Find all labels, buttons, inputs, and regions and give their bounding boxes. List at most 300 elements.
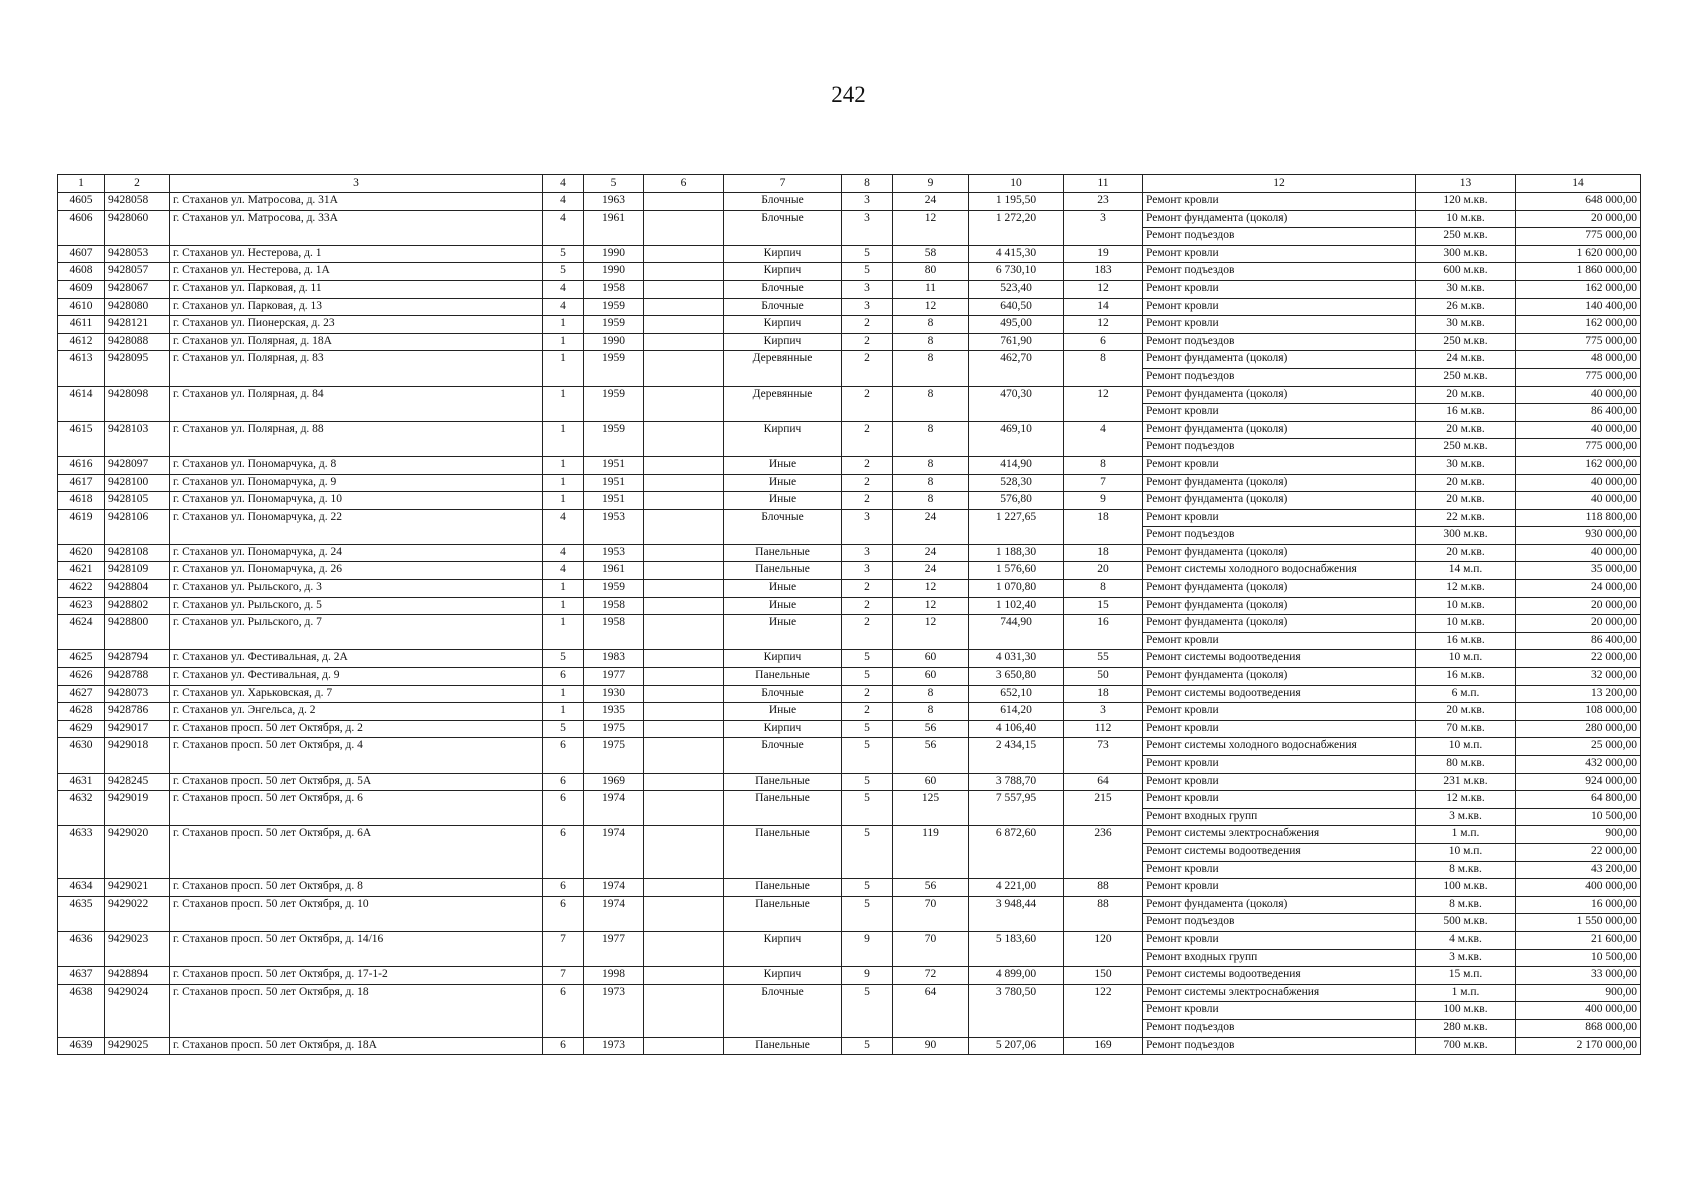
column-6-value: [644, 826, 724, 879]
work-type: Ремонт системы электроснабжения: [1143, 984, 1416, 1002]
construction-year: 1959: [584, 316, 644, 334]
column-9-value: 60: [893, 650, 969, 668]
work-cost: 400 000,00: [1516, 879, 1641, 897]
address: г. Стаханов ул. Фестивальная, д. 2А: [170, 650, 543, 668]
wall-material: Деревянные: [724, 386, 842, 421]
column-9-value: 8: [893, 456, 969, 474]
row-number: 4630: [58, 738, 105, 773]
building-code: 9428073: [105, 685, 170, 703]
address: г. Стаханов ул. Харьковская, д. 7: [170, 685, 543, 703]
building-code: 9428105: [105, 492, 170, 510]
column-4-value: 1: [543, 351, 584, 386]
work-type: Ремонт фундамента (цоколя): [1143, 580, 1416, 598]
column-11-value: 4: [1064, 421, 1143, 456]
column-4-value: 4: [543, 562, 584, 580]
address: г. Стаханов ул. Рыльского, д. 5: [170, 597, 543, 615]
column-11-value: 88: [1064, 879, 1143, 897]
work-cost: 86 400,00: [1516, 404, 1641, 422]
wall-material: Кирпич: [724, 650, 842, 668]
column-6-value: [644, 193, 724, 211]
address: г. Стаханов просп. 50 лет Октября, д. 17-1-2: [170, 967, 543, 985]
work-cost: 20 000,00: [1516, 597, 1641, 615]
work-cost: 775 000,00: [1516, 228, 1641, 246]
address: г. Стаханов просп. 50 лет Октября, д. 18А: [170, 1037, 543, 1055]
address: г. Стаханов просп. 50 лет Октября, д. 5А: [170, 773, 543, 791]
column-11-value: 50: [1064, 668, 1143, 686]
work-cost: 16 000,00: [1516, 896, 1641, 914]
table-row: [58, 474, 1641, 492]
address: г. Стаханов ул. Пономарчука, д. 8: [170, 456, 543, 474]
construction-year: 1953: [584, 544, 644, 562]
work-quantity: 16 м.кв.: [1416, 632, 1516, 650]
column-9-value: 56: [893, 738, 969, 773]
work-type: Ремонт подъездов: [1143, 263, 1416, 281]
total-area: 1 272,20: [969, 210, 1064, 245]
address: г. Стаханов просп. 50 лет Октября, д. 2: [170, 720, 543, 738]
column-header-11: 11: [1064, 175, 1143, 193]
building-code: 9429020: [105, 826, 170, 879]
work-cost: 21 600,00: [1516, 931, 1641, 949]
column-4-value: 5: [543, 650, 584, 668]
work-type: Ремонт подъездов: [1143, 527, 1416, 545]
column-11-value: 18: [1064, 509, 1143, 544]
column-6-value: [644, 650, 724, 668]
column-9-value: 90: [893, 1037, 969, 1055]
column-8-value: 2: [842, 351, 893, 386]
total-area: 5 183,60: [969, 931, 1064, 966]
column-8-value: 9: [842, 931, 893, 966]
work-cost: 25 000,00: [1516, 738, 1641, 756]
construction-year: 1959: [584, 351, 644, 386]
work-type: Ремонт фундамента (цоколя): [1143, 544, 1416, 562]
column-11-value: 112: [1064, 720, 1143, 738]
wall-material: Панельные: [724, 879, 842, 897]
table-row: [58, 738, 1641, 756]
wall-material: Кирпич: [724, 421, 842, 456]
work-quantity: 16 м.кв.: [1416, 404, 1516, 422]
column-4-value: 4: [543, 298, 584, 316]
column-9-value: 8: [893, 386, 969, 421]
column-9-value: 70: [893, 896, 969, 931]
column-6-value: [644, 474, 724, 492]
building-code: 9429023: [105, 931, 170, 966]
building-code: 9428788: [105, 668, 170, 686]
column-6-value: [644, 879, 724, 897]
table-header: [58, 175, 1641, 193]
work-type: Ремонт системы электроснабжения: [1143, 826, 1416, 844]
work-type: Ремонт кровли: [1143, 931, 1416, 949]
address: г. Стаханов ул. Матросова, д. 31А: [170, 193, 543, 211]
column-11-value: 55: [1064, 650, 1143, 668]
wall-material: Панельные: [724, 773, 842, 791]
total-area: 495,00: [969, 316, 1064, 334]
column-6-value: [644, 298, 724, 316]
column-header-9: 9: [893, 175, 969, 193]
wall-material: Иные: [724, 615, 842, 650]
column-6-value: [644, 562, 724, 580]
construction-year: 1990: [584, 263, 644, 281]
work-type: Ремонт фундамента (цоколя): [1143, 597, 1416, 615]
column-8-value: 3: [842, 509, 893, 544]
table-row: [58, 421, 1641, 439]
work-cost: 86 400,00: [1516, 632, 1641, 650]
work-cost: 775 000,00: [1516, 333, 1641, 351]
row-number: 4637: [58, 967, 105, 985]
row-number: 4636: [58, 931, 105, 966]
row-number: 4629: [58, 720, 105, 738]
row-number: 4638: [58, 984, 105, 1037]
column-4-value: 6: [543, 738, 584, 773]
work-cost: 13 200,00: [1516, 685, 1641, 703]
column-11-value: 73: [1064, 738, 1143, 773]
work-type: Ремонт фундамента (цоколя): [1143, 386, 1416, 404]
work-quantity: 120 м.кв.: [1416, 193, 1516, 211]
total-area: 1 070,80: [969, 580, 1064, 598]
work-cost: 900,00: [1516, 984, 1641, 1002]
address: г. Стаханов просп. 50 лет Октября, д. 8: [170, 879, 543, 897]
building-code: 9429019: [105, 791, 170, 826]
column-9-value: 8: [893, 474, 969, 492]
column-8-value: 5: [842, 984, 893, 1037]
building-code: 9429024: [105, 984, 170, 1037]
work-cost: 10 500,00: [1516, 808, 1641, 826]
total-area: 4 221,00: [969, 879, 1064, 897]
row-number: 4612: [58, 333, 105, 351]
column-9-value: 8: [893, 316, 969, 334]
column-header-8: 8: [842, 175, 893, 193]
work-cost: 868 000,00: [1516, 1019, 1641, 1037]
row-number: 4633: [58, 826, 105, 879]
work-cost: 22 000,00: [1516, 843, 1641, 861]
row-number: 4627: [58, 685, 105, 703]
wall-material: Блочные: [724, 984, 842, 1037]
construction-year: 1935: [584, 703, 644, 721]
table-row: [58, 562, 1641, 580]
address: г. Стаханов ул. Пономарчука, д. 10: [170, 492, 543, 510]
column-4-value: 6: [543, 1037, 584, 1055]
wall-material: Иные: [724, 703, 842, 721]
work-cost: 775 000,00: [1516, 368, 1641, 386]
construction-year: 1959: [584, 580, 644, 598]
construction-year: 1953: [584, 509, 644, 544]
address: г. Стаханов ул. Пономарчука, д. 9: [170, 474, 543, 492]
work-cost: 43 200,00: [1516, 861, 1641, 879]
work-quantity: 4 м.кв.: [1416, 931, 1516, 949]
wall-material: Блочные: [724, 298, 842, 316]
total-area: 3 780,50: [969, 984, 1064, 1037]
work-quantity: 12 м.кв.: [1416, 791, 1516, 809]
work-quantity: 30 м.кв.: [1416, 316, 1516, 334]
column-11-value: 120: [1064, 931, 1143, 966]
work-type: Ремонт подъездов: [1143, 1037, 1416, 1055]
row-number: 4613: [58, 351, 105, 386]
row-number: 4607: [58, 245, 105, 263]
column-6-value: [644, 421, 724, 456]
column-header-13: 13: [1416, 175, 1516, 193]
column-4-value: 6: [543, 791, 584, 826]
column-number-row: [58, 175, 1641, 193]
column-11-value: 14: [1064, 298, 1143, 316]
work-quantity: 10 м.кв.: [1416, 615, 1516, 633]
work-quantity: 250 м.кв.: [1416, 228, 1516, 246]
wall-material: Панельные: [724, 1037, 842, 1055]
column-8-value: 5: [842, 650, 893, 668]
table-row: [58, 879, 1641, 897]
column-6-value: [644, 333, 724, 351]
work-cost: 1 860 000,00: [1516, 263, 1641, 281]
work-quantity: 700 м.кв.: [1416, 1037, 1516, 1055]
building-code: 9429022: [105, 896, 170, 931]
work-type: Ремонт подъездов: [1143, 368, 1416, 386]
table-row: [58, 280, 1641, 298]
work-type: Ремонт фундамента (цоколя): [1143, 896, 1416, 914]
column-8-value: 3: [842, 210, 893, 245]
column-8-value: 2: [842, 474, 893, 492]
address: г. Стаханов ул. Полярная, д. 84: [170, 386, 543, 421]
work-cost: 162 000,00: [1516, 280, 1641, 298]
construction-year: 1961: [584, 562, 644, 580]
work-cost: 162 000,00: [1516, 456, 1641, 474]
column-11-value: 183: [1064, 263, 1143, 281]
work-cost: 40 000,00: [1516, 421, 1641, 439]
construction-year: 1958: [584, 597, 644, 615]
work-quantity: 250 м.кв.: [1416, 439, 1516, 457]
column-6-value: [644, 703, 724, 721]
address: г. Стаханов ул. Пономарчука, д. 22: [170, 509, 543, 544]
construction-year: 1973: [584, 1037, 644, 1055]
total-area: 469,10: [969, 421, 1064, 456]
total-area: 4 415,30: [969, 245, 1064, 263]
work-type: Ремонт входных групп: [1143, 808, 1416, 826]
column-4-value: 4: [543, 509, 584, 544]
wall-material: Панельные: [724, 668, 842, 686]
total-area: 761,90: [969, 333, 1064, 351]
total-area: 4 031,30: [969, 650, 1064, 668]
column-11-value: 12: [1064, 316, 1143, 334]
column-6-value: [644, 685, 724, 703]
wall-material: Иные: [724, 456, 842, 474]
column-8-value: 5: [842, 896, 893, 931]
column-header-14: 14: [1516, 175, 1641, 193]
column-9-value: 24: [893, 544, 969, 562]
work-cost: 2 170 000,00: [1516, 1037, 1641, 1055]
row-number: 4628: [58, 703, 105, 721]
total-area: 6 872,60: [969, 826, 1064, 879]
column-9-value: 12: [893, 580, 969, 598]
column-8-value: 5: [842, 1037, 893, 1055]
work-quantity: 20 м.кв.: [1416, 474, 1516, 492]
table-row: [58, 316, 1641, 334]
work-cost: 400 000,00: [1516, 1002, 1641, 1020]
column-6-value: [644, 931, 724, 966]
column-8-value: 5: [842, 773, 893, 791]
work-cost: 64 800,00: [1516, 791, 1641, 809]
work-cost: 280 000,00: [1516, 720, 1641, 738]
work-cost: 900,00: [1516, 826, 1641, 844]
building-code: 9428060: [105, 210, 170, 245]
column-header-5: 5: [584, 175, 644, 193]
column-6-value: [644, 316, 724, 334]
table-row: [58, 773, 1641, 791]
work-quantity: 15 м.п.: [1416, 967, 1516, 985]
column-11-value: 3: [1064, 703, 1143, 721]
wall-material: Панельные: [724, 562, 842, 580]
wall-material: Кирпич: [724, 316, 842, 334]
construction-year: 1990: [584, 245, 644, 263]
work-quantity: 30 м.кв.: [1416, 280, 1516, 298]
column-4-value: 1: [543, 456, 584, 474]
work-cost: 22 000,00: [1516, 650, 1641, 668]
work-quantity: 280 м.кв.: [1416, 1019, 1516, 1037]
work-quantity: 20 м.кв.: [1416, 703, 1516, 721]
table-row: [58, 597, 1641, 615]
total-area: 640,50: [969, 298, 1064, 316]
column-8-value: 2: [842, 456, 893, 474]
work-quantity: 10 м.кв.: [1416, 597, 1516, 615]
table-row: [58, 668, 1641, 686]
column-11-value: 12: [1064, 280, 1143, 298]
column-9-value: 8: [893, 421, 969, 456]
work-cost: 108 000,00: [1516, 703, 1641, 721]
total-area: 744,90: [969, 615, 1064, 650]
work-type: Ремонт кровли: [1143, 193, 1416, 211]
building-code: 9428098: [105, 386, 170, 421]
construction-year: 1983: [584, 650, 644, 668]
construction-year: 1961: [584, 210, 644, 245]
work-quantity: 250 м.кв.: [1416, 368, 1516, 386]
address: г. Стаханов ул. Энгельса, д. 2: [170, 703, 543, 721]
column-8-value: 5: [842, 791, 893, 826]
work-cost: 35 000,00: [1516, 562, 1641, 580]
wall-material: Кирпич: [724, 931, 842, 966]
column-9-value: 64: [893, 984, 969, 1037]
column-9-value: 8: [893, 685, 969, 703]
column-4-value: 5: [543, 245, 584, 263]
work-type: Ремонт системы водоотведения: [1143, 650, 1416, 668]
wall-material: Блочные: [724, 738, 842, 773]
construction-year: 1951: [584, 456, 644, 474]
address: г. Стаханов ул. Полярная, д. 18А: [170, 333, 543, 351]
work-quantity: 20 м.кв.: [1416, 544, 1516, 562]
column-9-value: 8: [893, 333, 969, 351]
building-code: 9428095: [105, 351, 170, 386]
column-9-value: 70: [893, 931, 969, 966]
wall-material: Панельные: [724, 826, 842, 879]
column-8-value: 2: [842, 597, 893, 615]
building-code: 9429021: [105, 879, 170, 897]
work-type: Ремонт кровли: [1143, 879, 1416, 897]
work-quantity: 100 м.кв.: [1416, 1002, 1516, 1020]
address: г. Стаханов ул. Пионерская, д. 23: [170, 316, 543, 334]
column-11-value: 18: [1064, 685, 1143, 703]
column-11-value: 9: [1064, 492, 1143, 510]
column-6-value: [644, 720, 724, 738]
wall-material: Блочные: [724, 210, 842, 245]
column-11-value: 215: [1064, 791, 1143, 826]
total-area: 1 102,40: [969, 597, 1064, 615]
column-4-value: 6: [543, 826, 584, 879]
column-4-value: 4: [543, 280, 584, 298]
column-11-value: 122: [1064, 984, 1143, 1037]
wall-material: Иные: [724, 492, 842, 510]
work-cost: 162 000,00: [1516, 316, 1641, 334]
column-9-value: 24: [893, 509, 969, 544]
column-11-value: 7: [1064, 474, 1143, 492]
column-6-value: [644, 263, 724, 281]
column-8-value: 5: [842, 245, 893, 263]
construction-year: 1974: [584, 896, 644, 931]
column-8-value: 2: [842, 316, 893, 334]
column-9-value: 8: [893, 351, 969, 386]
construction-year: 1975: [584, 738, 644, 773]
column-4-value: 1: [543, 474, 584, 492]
total-area: 2 434,15: [969, 738, 1064, 773]
building-code: 9428097: [105, 456, 170, 474]
row-number: 4610: [58, 298, 105, 316]
table-row: [58, 685, 1641, 703]
work-cost: 930 000,00: [1516, 527, 1641, 545]
work-cost: 648 000,00: [1516, 193, 1641, 211]
construction-year: 1959: [584, 386, 644, 421]
row-number: 4609: [58, 280, 105, 298]
column-4-value: 1: [543, 580, 584, 598]
table-row: [58, 1037, 1641, 1055]
column-4-value: 6: [543, 896, 584, 931]
column-8-value: 5: [842, 720, 893, 738]
column-4-value: 1: [543, 386, 584, 421]
total-area: 576,80: [969, 492, 1064, 510]
construction-year: 1977: [584, 668, 644, 686]
row-number: 4622: [58, 580, 105, 598]
work-type: Ремонт кровли: [1143, 245, 1416, 263]
total-area: 3 788,70: [969, 773, 1064, 791]
table-row: [58, 791, 1641, 809]
work-quantity: 3 м.кв.: [1416, 808, 1516, 826]
column-header-4: 4: [543, 175, 584, 193]
total-area: 7 557,95: [969, 791, 1064, 826]
row-number: 4620: [58, 544, 105, 562]
total-area: 1 195,50: [969, 193, 1064, 211]
column-8-value: 3: [842, 193, 893, 211]
total-area: 1 576,60: [969, 562, 1064, 580]
work-type: Ремонт кровли: [1143, 756, 1416, 774]
column-4-value: 1: [543, 685, 584, 703]
column-11-value: 20: [1064, 562, 1143, 580]
work-cost: 32 000,00: [1516, 668, 1641, 686]
table-row: [58, 386, 1641, 404]
construction-year: 1990: [584, 333, 644, 351]
total-area: 1 227,65: [969, 509, 1064, 544]
work-cost: 40 000,00: [1516, 474, 1641, 492]
column-9-value: 8: [893, 492, 969, 510]
work-quantity: 20 м.кв.: [1416, 386, 1516, 404]
column-11-value: 12: [1064, 386, 1143, 421]
table-row: [58, 456, 1641, 474]
row-number: 4608: [58, 263, 105, 281]
work-quantity: 26 м.кв.: [1416, 298, 1516, 316]
column-6-value: [644, 967, 724, 985]
table-row: [58, 615, 1641, 633]
construction-year: 1951: [584, 492, 644, 510]
column-9-value: 60: [893, 668, 969, 686]
work-quantity: 16 м.кв.: [1416, 668, 1516, 686]
column-header-3: 3: [170, 175, 543, 193]
table-row: [58, 984, 1641, 1002]
table-row: [58, 720, 1641, 738]
column-8-value: 5: [842, 879, 893, 897]
column-6-value: [644, 456, 724, 474]
column-8-value: 2: [842, 492, 893, 510]
